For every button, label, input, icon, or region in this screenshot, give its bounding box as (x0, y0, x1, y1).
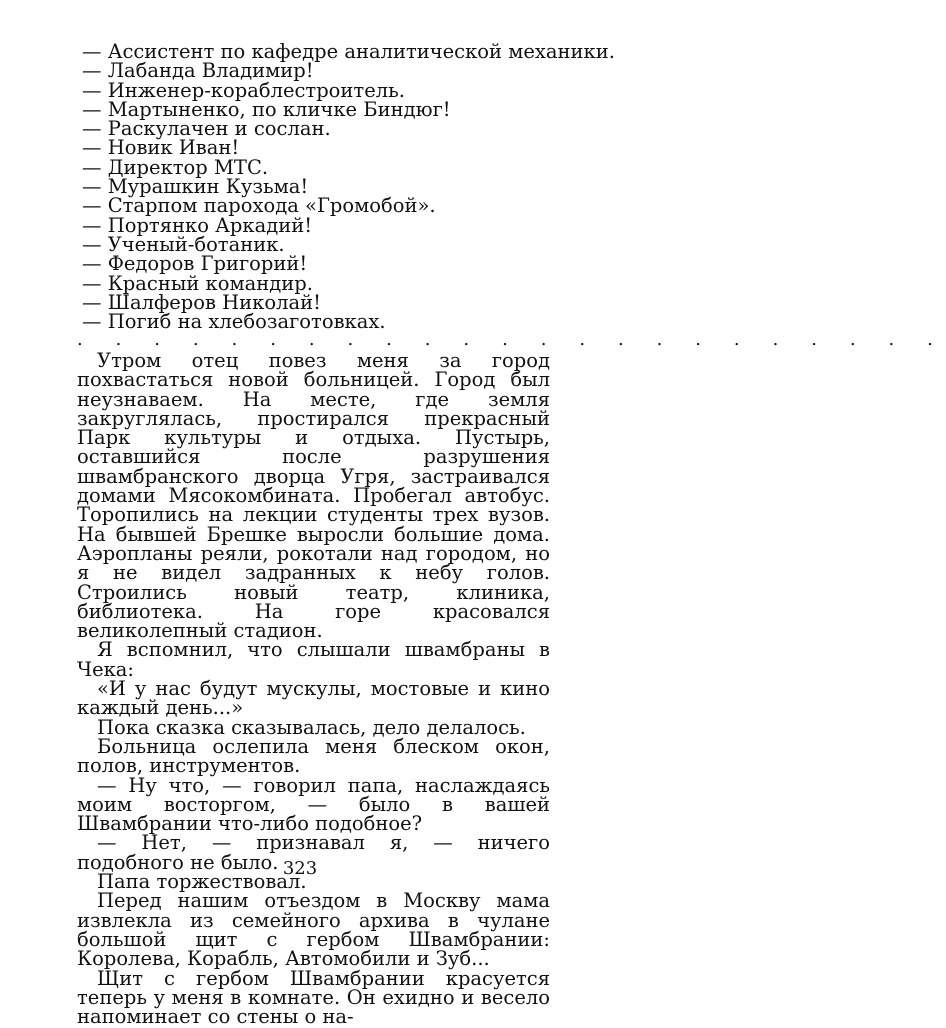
dialog-line: — Новик Иван! (82, 136, 240, 160)
dialog-line: — Мурашкин Кузьма! (82, 175, 309, 199)
dialog-line: — Ассистент по кафедре аналитической механики. (82, 40, 615, 63)
paragraph: Щит с гербом Швамбрании красуется теперь у меня в комнате. Он ехидно и весело напоминает со стены о на- (77, 966, 550, 1028)
dialog-list (82, 40, 615, 334)
paragraph: Я вспомнил, что слышали швамбраны в Чека: (77, 638, 550, 681)
dialog-line: — Мартыненко, по кличке Биндюг! (82, 97, 451, 121)
dialog-line: — Директор МТС. (82, 155, 269, 179)
paragraph: — Ну что, — говорил папа, наслаждаясь моим восторгом, — было в вашей Швамбрании что-либо подобное? (77, 773, 550, 836)
dialog-line: — Лабанда Владимир! (82, 59, 314, 83)
paragraph: Больница ослепила меня блеском окон, полов, инструментов. (77, 734, 550, 778)
dialog-line: — Старпом парохода «Громобой». (82, 194, 436, 218)
paragraph: Пока сказка сказывалась, дело делалось. (97, 715, 526, 739)
page-number: 323 (282, 858, 318, 879)
section-separator: . . . . . . . . . . . . . . . . . . . . . . . (77, 329, 946, 350)
paragraph: — Нет, — признавал я, — ничего подобного не было. (77, 831, 550, 874)
dialog-line: — Раскулачен и сослан. (82, 117, 331, 141)
paragraph: Утром отец повез меня за город похвастаться новой больницей. Город был неузнаваем. На месте, где земля закруглялась, простирался прекрасный Парк культуры и отдыха. Пустырь, оставшийся после разрушения швамбранского дворца Угря, застраивался домами Мясокомбината. Пробегал автобус. Торопились на лекции студенты трех вузов. На бывшей Брешке выросли большие дома. Аэропланы реяли, рокотали над городом, но я не видел задранных к небу голов. Строились новый театр, клиника, библиотека. На горе красовался великолепный стадион. (77, 349, 550, 643)
paragraph: Перед нашим отъездом в Москву мама извлекла из семейного архива в чулане большой щит с гербом Швамбрании: Королева, Корабль, Автомобили и Зуб... (77, 889, 550, 971)
paragraph: «И у нас будут мускулы, мостовые и кино каждый день...» (77, 677, 550, 720)
dialog-line: — Портянко Аркадий! (82, 213, 313, 237)
dialog-line: — Инженер-кораблестроитель. (82, 78, 405, 102)
dialog-line: — Ученый-ботаник. (82, 232, 285, 256)
dialog-line: — Погиб на хлебозаготовках. (82, 310, 386, 334)
dialog-line: — Шалферов Николай! (82, 290, 321, 314)
body-text (77, 351, 550, 1026)
paragraph: Папа торжествовал. (97, 870, 307, 894)
dialog-line: — Красный командир. (82, 271, 313, 295)
dialog-line: — Федоров Григорий! (82, 252, 308, 276)
